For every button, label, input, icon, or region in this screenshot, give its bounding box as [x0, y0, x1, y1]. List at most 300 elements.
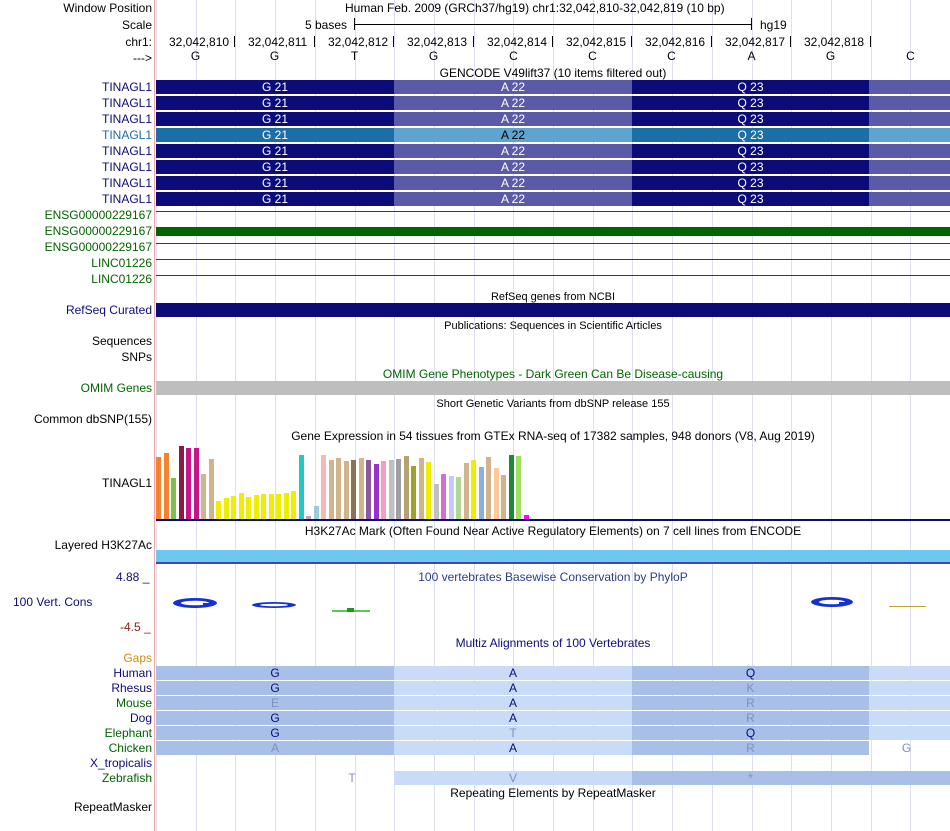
gtex-tissue-bar[interactable]: [501, 475, 506, 519]
strand-arrow: [459, 259, 463, 260]
gencode-row-label[interactable]: TINAGL1: [101, 128, 152, 142]
strand-arrow: [228, 243, 232, 244]
strand-arrow: [529, 243, 533, 244]
logo-g3-bar: [839, 602, 851, 604]
noncoding-gene-label[interactable]: ENSG00000229167: [44, 224, 152, 238]
gencode-codon[interactable]: G 21: [156, 96, 394, 110]
gencode-codon[interactable]: A 22: [394, 128, 632, 142]
ruler-coordinate: 32,042,814: [487, 35, 548, 49]
gencode-row-label[interactable]: TINAGL1: [101, 80, 152, 94]
species-label[interactable]: Rhesus: [111, 681, 152, 695]
strand-arrow: [942, 275, 946, 276]
gencode-codon[interactable]: A 22: [394, 192, 632, 206]
strand-arrow: [641, 211, 645, 212]
strand-arrow: [389, 275, 393, 276]
strand-arrow: [550, 275, 554, 276]
gtex-tissue-bar[interactable]: [516, 456, 521, 519]
strand-arrow: [277, 275, 281, 276]
strand-arrow: [263, 275, 267, 276]
gencode-codon[interactable]: Q 23: [632, 112, 869, 126]
strand-arrow: [921, 275, 925, 276]
strand-arrow: [277, 211, 281, 212]
strand-arrow: [375, 243, 379, 244]
strand-arrow: [823, 243, 827, 244]
gencode-row-label[interactable]: TINAGL1: [101, 112, 152, 126]
alignment-residue: G: [156, 681, 394, 695]
gencode-codon[interactable]: [869, 96, 950, 110]
strand-arrow: [690, 275, 694, 276]
gencode-codon[interactable]: A 22: [394, 176, 632, 190]
strand-arrow: [466, 259, 470, 260]
conservation-title: 100 vertebrates Basewise Conservation by PhyloP: [418, 570, 688, 584]
strand-arrow: [172, 211, 176, 212]
strand-arrow: [585, 275, 589, 276]
gtex-tissue-bar[interactable]: [434, 484, 439, 519]
strand-arrow: [165, 211, 169, 212]
strand-arrow: [571, 259, 575, 260]
strand-arrow: [221, 275, 225, 276]
strand-arrow: [361, 243, 365, 244]
gencode-codon[interactable]: G 21: [156, 160, 394, 174]
strand-arrow: [655, 211, 659, 212]
strand-arrow: [907, 243, 911, 244]
strand-arrow: [690, 259, 694, 260]
gencode-codon[interactable]: Q 23: [632, 160, 869, 174]
strand-arrow: [599, 211, 603, 212]
gtex-tissue-bar[interactable]: [389, 460, 394, 519]
strand-arrow: [683, 243, 687, 244]
species-label[interactable]: Zebrafish: [101, 771, 152, 785]
base-letter: G: [825, 49, 836, 63]
strand-arrow: [809, 275, 813, 276]
strand-arrow: [550, 259, 554, 260]
strand-arrow: [340, 259, 344, 260]
strand-arrow: [620, 243, 624, 244]
gencode-codon[interactable]: [869, 80, 950, 94]
gtex-tissue-bar[interactable]: [291, 491, 296, 519]
gencode-codon[interactable]: Q 23: [632, 192, 869, 206]
strand-arrow: [382, 211, 386, 212]
gencode-codon[interactable]: [869, 144, 950, 158]
strand-arrow: [900, 259, 904, 260]
gtex-tissue-bar[interactable]: [156, 457, 161, 519]
strand-arrow: [795, 243, 799, 244]
gtex-tissue-bar[interactable]: [509, 455, 514, 519]
gencode-row-label[interactable]: TINAGL1: [101, 176, 152, 190]
strand-arrow: [578, 243, 582, 244]
strand-arrow: [284, 275, 288, 276]
strand-arrow: [802, 211, 806, 212]
strand-arrow: [417, 275, 421, 276]
strand-arrow: [158, 259, 162, 260]
gtex-label[interactable]: TINAGL1: [101, 476, 152, 490]
gtex-tissue-bar[interactable]: [344, 461, 349, 519]
gtex-tissue-bar[interactable]: [321, 455, 326, 519]
gtex-tissue-bar[interactable]: [261, 494, 266, 519]
gtex-tissue-bar[interactable]: [164, 453, 169, 519]
base-letter: G: [269, 49, 280, 63]
strand-arrow: [473, 275, 477, 276]
gtex-tissue-bar[interactable]: [374, 464, 379, 519]
strand-arrow: [879, 211, 883, 212]
gtex-tissue-bar[interactable]: [486, 457, 491, 519]
strand-arrow: [242, 275, 246, 276]
gencode-codon[interactable]: Q 23: [632, 144, 869, 158]
gencode-row-label[interactable]: TINAGL1: [101, 96, 152, 110]
gtex-tissue-bar[interactable]: [404, 456, 409, 519]
cons-ymax: 4.88 _: [116, 570, 150, 584]
strand-arrow: [858, 211, 862, 212]
strand-arrow: [760, 275, 764, 276]
noncoding-gene-arrows[interactable]: [156, 275, 950, 276]
h3k27ac-label[interactable]: Layered H3K27Ac: [54, 538, 152, 552]
gencode-codon[interactable]: G 21: [156, 112, 394, 126]
gtex-tissue-bar[interactable]: [314, 506, 319, 519]
gtex-tissue-bar[interactable]: [464, 463, 469, 519]
strand-arrow: [417, 243, 421, 244]
alignment-residue: [869, 771, 950, 785]
gtex-tissue-bar[interactable]: [329, 460, 334, 519]
strand-arrow: [648, 259, 652, 260]
ruler-coordinate: 32,042,817: [725, 35, 786, 49]
strand-arrow: [361, 275, 365, 276]
strand-arrow: [326, 259, 330, 260]
strand-arrow: [445, 275, 449, 276]
gtex-tissue-bar[interactable]: [201, 474, 206, 519]
species-label[interactable]: Dog: [129, 711, 152, 725]
noncoding-gene-block[interactable]: [156, 227, 950, 236]
ruler-coordinate: 32,042,810: [169, 35, 230, 49]
gtex-tissue-bar[interactable]: [194, 448, 199, 519]
strand-arrow: [830, 243, 834, 244]
alignment-residue: [869, 696, 950, 710]
strand-arrow: [389, 259, 393, 260]
logo-g2-hole: [260, 604, 288, 606]
refseq-gene-bar[interactable]: [156, 303, 950, 317]
noncoding-gene-arrows[interactable]: [156, 211, 950, 212]
alignment-residue: G: [156, 711, 394, 725]
strand-arrow: [578, 275, 582, 276]
strand-arrow: [641, 259, 645, 260]
gtex-tissue-bar[interactable]: [284, 493, 289, 519]
strand-arrow: [340, 275, 344, 276]
strand-arrow: [529, 211, 533, 212]
noncoding-gene-arrows[interactable]: [156, 259, 950, 260]
strand-arrow: [361, 211, 365, 212]
strand-arrow: [620, 211, 624, 212]
gencode-codon[interactable]: [869, 176, 950, 190]
strand-arrow: [676, 259, 680, 260]
dbsnp-label[interactable]: Common dbSNP(155): [33, 412, 152, 426]
strand-arrow: [697, 259, 701, 260]
strand-arrow: [319, 211, 323, 212]
strand-arrow: [158, 243, 162, 244]
gtex-tissue-bar[interactable]: [411, 466, 416, 519]
strand-arrow: [515, 243, 519, 244]
strand-arrow: [879, 275, 883, 276]
gtex-tissue-bar[interactable]: [449, 476, 454, 519]
strand-arrow: [270, 243, 274, 244]
strand-arrow: [620, 259, 624, 260]
gtex-tissue-bar[interactable]: [186, 448, 191, 519]
gencode-codon[interactable]: G 21: [156, 144, 394, 158]
alignment-residue: K: [632, 681, 869, 695]
alignment-residue: [869, 711, 950, 725]
strand-arrow: [676, 211, 680, 212]
strand-arrow: [389, 243, 393, 244]
strand-arrow: [298, 211, 302, 212]
noncoding-gene-arrows[interactable]: [156, 243, 950, 244]
gencode-codon[interactable]: G 21: [156, 80, 394, 94]
strand-arrow: [704, 243, 708, 244]
species-label[interactable]: Elephant: [104, 726, 152, 740]
strand-arrow: [249, 211, 253, 212]
gencode-row-label[interactable]: TINAGL1: [101, 160, 152, 174]
strand-arrow: [207, 275, 211, 276]
strand-arrow: [354, 243, 358, 244]
gtex-tissue-bar[interactable]: [494, 468, 499, 519]
gtex-tissue-bar[interactable]: [426, 462, 431, 519]
strand-arrow: [396, 275, 400, 276]
gtex-tissue-bar[interactable]: [381, 461, 386, 519]
omim-label[interactable]: OMIM Genes: [80, 381, 152, 395]
gtex-tissue-bar[interactable]: [456, 477, 461, 519]
gencode-codon[interactable]: G 21: [156, 176, 394, 190]
gtex-tissue-bar[interactable]: [471, 460, 476, 519]
strand-arrow: [228, 275, 232, 276]
strand-arrow: [746, 275, 750, 276]
gtex-tissue-bar[interactable]: [276, 494, 281, 519]
strand-arrow: [725, 259, 729, 260]
repeatmasker-label[interactable]: RepeatMasker: [73, 800, 152, 814]
gtex-tissue-bar[interactable]: [299, 455, 304, 519]
refseq-label[interactable]: RefSeq Curated: [65, 303, 152, 317]
strand-arrow: [886, 259, 890, 260]
gtex-bar-chart[interactable]: [156, 443, 950, 520]
gtex-tissue-bar[interactable]: [269, 494, 274, 519]
strand-arrow: [683, 259, 687, 260]
species-label[interactable]: Chicken: [108, 741, 152, 755]
strand-arrow: [417, 211, 421, 212]
strand-arrow: [935, 275, 939, 276]
strand-arrow: [501, 211, 505, 212]
gencode-codon[interactable]: [869, 128, 950, 142]
strand-arrow: [438, 275, 442, 276]
strand-arrow: [256, 259, 260, 260]
strand-arrow: [354, 275, 358, 276]
snps-label[interactable]: SNPs: [121, 350, 152, 364]
strand-arrow: [333, 243, 337, 244]
gencode-codon[interactable]: A 22: [394, 112, 632, 126]
gencode-row-label[interactable]: TINAGL1: [101, 192, 152, 206]
gencode-codon[interactable]: Q 23: [632, 80, 869, 94]
alignment-residue: A: [156, 741, 394, 755]
strand-arrow: [494, 259, 498, 260]
strand-arrow: [767, 275, 771, 276]
gencode-codon[interactable]: Q 23: [632, 176, 869, 190]
strand-arrow: [277, 243, 281, 244]
strand-arrow: [627, 211, 631, 212]
strand-arrow: [256, 211, 260, 212]
strand-arrow: [256, 275, 260, 276]
gtex-tissue-bar[interactable]: [336, 458, 341, 519]
gtex-tissue-bar[interactable]: [179, 446, 184, 519]
gtex-tissue-bar[interactable]: [479, 467, 484, 519]
strand-arrow: [676, 243, 680, 244]
strand-arrow: [522, 275, 526, 276]
h3k27ac-signal[interactable]: [156, 550, 950, 562]
species-label[interactable]: X_tropicalis: [89, 756, 152, 770]
gencode-codon[interactable]: A 22: [394, 96, 632, 110]
gencode-codon[interactable]: [869, 192, 950, 206]
strand-arrow: [711, 211, 715, 212]
strand-arrow: [431, 259, 435, 260]
strand-arrow: [662, 243, 666, 244]
noncoding-gene-label[interactable]: LINC01226: [91, 272, 152, 286]
gencode-codon[interactable]: A 22: [394, 144, 632, 158]
base-letter: G: [428, 49, 439, 63]
strand-arrow: [375, 275, 379, 276]
gencode-codon[interactable]: A 22: [394, 160, 632, 174]
strand-arrow: [942, 243, 946, 244]
species-label[interactable]: Human: [113, 666, 152, 680]
strand-arrow: [214, 259, 218, 260]
strand-arrow: [473, 211, 477, 212]
strand-arrow: [767, 259, 771, 260]
gtex-tissue-bar[interactable]: [231, 496, 236, 519]
strand-arrow: [438, 259, 442, 260]
alignment-residue: *: [632, 771, 869, 785]
strand-arrow: [774, 275, 778, 276]
strand-arrow: [816, 243, 820, 244]
strand-arrow: [655, 275, 659, 276]
gencode-codon[interactable]: G 21: [156, 128, 394, 142]
gencode-codon[interactable]: A 22: [394, 80, 632, 94]
gencode-codon[interactable]: Q 23: [632, 128, 869, 142]
gtex-tissue-bar[interactable]: [366, 460, 371, 519]
strand-arrow: [599, 275, 603, 276]
gencode-row-label[interactable]: TINAGL1: [101, 144, 152, 158]
strand-arrow: [452, 259, 456, 260]
ruler-tick: [473, 36, 474, 47]
strand-arrow: [291, 259, 295, 260]
gtex-tissue-bar[interactable]: [239, 493, 244, 519]
conservation-label[interactable]: 100 Vert. Cons: [13, 595, 93, 609]
strand-arrow: [466, 211, 470, 212]
gtex-tissue-bar[interactable]: [246, 497, 251, 519]
strand-arrow: [942, 259, 946, 260]
strand-arrow: [375, 211, 379, 212]
strand-arrow: [410, 211, 414, 212]
ruler-coordinate: 32,042,816: [645, 35, 706, 49]
strand-arrow: [347, 243, 351, 244]
strand-arrow: [837, 243, 841, 244]
gtex-tissue-bar[interactable]: [419, 458, 424, 519]
strand-arrow: [424, 243, 428, 244]
gtex-tissue-bar[interactable]: [254, 495, 259, 519]
strand-arrow: [382, 275, 386, 276]
strand-arrow: [802, 259, 806, 260]
strand-arrow: [263, 243, 267, 244]
strand-arrow: [606, 259, 610, 260]
strand-arrow: [249, 243, 253, 244]
strand-arrow: [207, 259, 211, 260]
strand-arrow: [606, 211, 610, 212]
scale-bar: [354, 18, 752, 30]
strand-arrow: [445, 211, 449, 212]
strand-arrow: [634, 211, 638, 212]
strand-arrow: [221, 211, 225, 212]
strand-arrow: [172, 243, 176, 244]
strand-arrow: [914, 259, 918, 260]
strand-arrow: [536, 211, 540, 212]
gencode-codon[interactable]: [869, 160, 950, 174]
strand-arrow: [459, 275, 463, 276]
strand-arrow: [522, 211, 526, 212]
strand-arrow: [368, 243, 372, 244]
strand-arrow: [900, 275, 904, 276]
strand-arrow: [872, 275, 876, 276]
strand-arrow: [501, 259, 505, 260]
strand-arrow: [634, 275, 638, 276]
strand-arrow: [508, 211, 512, 212]
strand-arrow: [900, 243, 904, 244]
strand-arrow: [606, 243, 610, 244]
gtex-tissue-bar[interactable]: [171, 478, 176, 519]
strand-arrow: [326, 211, 330, 212]
strand-arrow: [347, 259, 351, 260]
strand-arrow: [774, 243, 778, 244]
species-label[interactable]: Mouse: [115, 696, 152, 710]
strand-arrow: [207, 211, 211, 212]
gencode-codon[interactable]: Q 23: [632, 96, 869, 110]
strand-arrow: [788, 211, 792, 212]
track-label-divider: [154, 0, 155, 831]
sequences-label[interactable]: Sequences: [91, 334, 152, 348]
strand-arrow: [249, 259, 253, 260]
gtex-tissue-bar[interactable]: [224, 498, 229, 519]
gencode-codon[interactable]: G 21: [156, 192, 394, 206]
gtex-tissue-bar[interactable]: [216, 501, 221, 519]
strand-arrow: [914, 211, 918, 212]
gtex-tissue-bar[interactable]: [209, 459, 214, 519]
noncoding-gene-label[interactable]: LINC01226: [91, 256, 152, 270]
strand-arrow: [263, 211, 267, 212]
strand-arrow: [158, 275, 162, 276]
scale-assembly: hg19: [760, 18, 787, 32]
omim-bar[interactable]: [156, 381, 950, 395]
strand-arrow: [900, 211, 904, 212]
gencode-codon[interactable]: [869, 112, 950, 126]
noncoding-gene-label[interactable]: ENSG00000229167: [44, 240, 152, 254]
strand-arrow: [592, 211, 596, 212]
strand-arrow: [830, 259, 834, 260]
strand-arrow: [424, 275, 428, 276]
gtex-tissue-bar[interactable]: [359, 458, 364, 519]
strand-arrow: [179, 243, 183, 244]
strand-arrow: [669, 259, 673, 260]
strand-arrow: [732, 211, 736, 212]
scale-value: 5 bases: [305, 18, 348, 32]
strand-arrow: [655, 259, 659, 260]
strand-arrow: [893, 211, 897, 212]
noncoding-gene-label[interactable]: ENSG00000229167: [44, 208, 152, 222]
ruler-coordinate: 32,042,818: [804, 35, 865, 49]
window-position-value: Human Feb. 2009 (GRCh37/hg19) chr1:32,042,810-32,042,819 (10 bp): [345, 1, 725, 15]
gtex-tissue-bar[interactable]: [441, 474, 446, 519]
gtex-tissue-bar[interactable]: [351, 460, 356, 519]
gtex-tissue-bar[interactable]: [396, 459, 401, 519]
